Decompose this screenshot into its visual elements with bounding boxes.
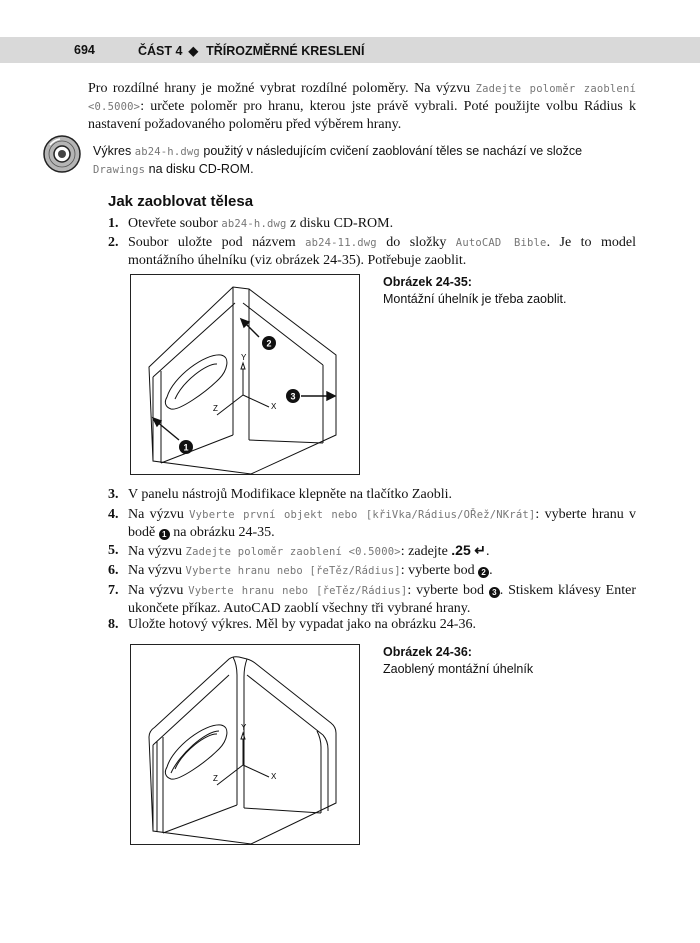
svg-text:1: 1 bbox=[183, 442, 189, 453]
part-label: ČÁST 4 bbox=[138, 44, 183, 58]
axis-z-label: Z bbox=[213, 774, 218, 783]
step-6: 6. Na výzvu Vyberte hranu nebo [řeTěz/Rádius]: vyberte bod 2 . bbox=[108, 563, 493, 578]
step-5: 5. Na výzvu Zadejte poloměr zaoblení <0.5000>: zadejte .25 ↵. bbox=[108, 542, 490, 559]
running-header bbox=[0, 37, 700, 63]
marker-3-icon: 3 bbox=[489, 587, 500, 598]
marker-1-icon: 1 bbox=[159, 529, 170, 540]
title-label: TŘÍROZMĚRNÉ KRESLENÍ bbox=[206, 44, 365, 58]
callout-marker-3 bbox=[286, 389, 300, 403]
cd-rom-icon bbox=[42, 134, 82, 179]
axis-x-label: X bbox=[271, 402, 277, 411]
note-folder: Drawings bbox=[93, 164, 146, 176]
step-3: 3. V panelu nástrojů Modifikace klepněte na tlačítko Zaobli. bbox=[108, 487, 452, 502]
axis-y-label: Y bbox=[241, 723, 247, 732]
page-number: 694 bbox=[74, 43, 95, 57]
chapter-title bbox=[138, 43, 364, 58]
cd-note: Výkres ab24-h.dwg použitý v následujícím cvičení zaoblování těles se nachází ve složce Drawings na disku CD-ROM. bbox=[93, 144, 583, 176]
diamond-icon: ◆ bbox=[188, 44, 199, 58]
prompt-text: Zadejte poloměr zaoblení <0.5000> bbox=[88, 83, 636, 113]
axis-y-label: Y bbox=[241, 353, 247, 362]
step-7: 7. Na výzvu Vyberte hranu nebo [řeTěz/Rádius]: vyberte bod 3 . Stiskem klávesy Enter ukončete příkaz. AutoCAD zaoblí všechny tři vybrané hrany. bbox=[108, 583, 636, 616]
step-8: 8. Uložte hotový výkres. Měl by vypadat jako na obrázku 24-36. bbox=[108, 617, 476, 632]
marker-2-icon: 2 bbox=[478, 567, 489, 578]
step-1: 1. Otevřete soubor ab24-h.dwg z disku CD-ROM. bbox=[108, 216, 394, 231]
svg-text:2: 2 bbox=[266, 338, 272, 349]
note-file: ab24-h.dwg bbox=[134, 146, 200, 158]
svg-text:3: 3 bbox=[290, 391, 296, 402]
section-heading: Jak zaoblovat tělesa bbox=[108, 193, 254, 210]
axis-z-label: Z bbox=[213, 404, 218, 413]
figure-24-36-caption: Obrázek 24-36: Zaoblený montážní úhelník bbox=[383, 645, 534, 676]
intro-paragraph: Pro rozdílné hrany je možné vybrat rozdílné poloměry. Na výzvu Zadejte poloměr zaoblení <0.5000>: určete poloměr pro hranu, kterou jste právě vybrali. Poté použijte volbu Rádius k nastavení požadovaného poloměru před výběrem hrany. bbox=[88, 81, 636, 132]
callout-marker-2 bbox=[262, 336, 276, 350]
step-4: 4. Na výzvu Vyberte první objekt nebo [křiVka/Rádius/OŘež/NKrát]: vyberte hranu v bodě 1 na obrázku 24-35. bbox=[108, 507, 636, 540]
figure-24-35-caption: Obrázek 24-35: Montážní úhelník je třeba zaoblit. bbox=[383, 275, 567, 306]
enter-icon: ↵ bbox=[474, 544, 486, 559]
figure-24-36 bbox=[130, 644, 360, 845]
figure-24-35 bbox=[130, 274, 360, 475]
callout-marker-1 bbox=[179, 440, 193, 454]
axis-x-label: X bbox=[271, 772, 277, 781]
step-2: 2. Soubor uložte pod názvem ab24-11.dwg do složky AutoCAD Bible. Je to model montážního úhelníku (viz obrázek 24-35). Potřebuje zaoblit. bbox=[108, 235, 637, 268]
